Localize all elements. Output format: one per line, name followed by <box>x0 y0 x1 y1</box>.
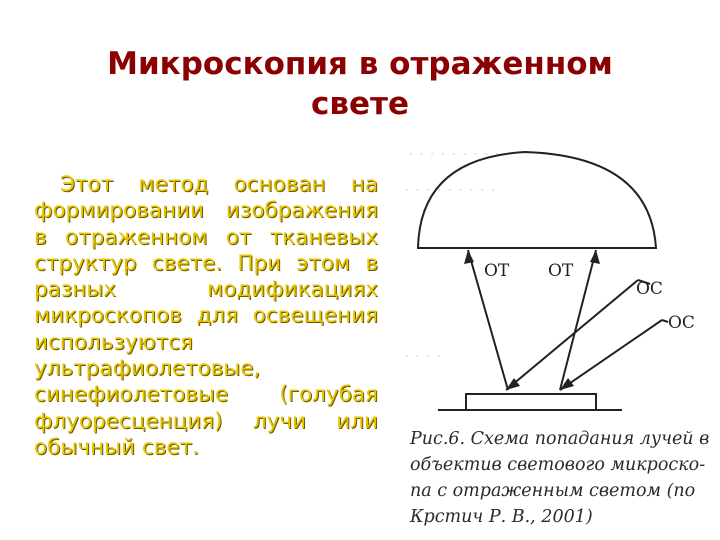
objective-lens <box>418 152 656 248</box>
incident-ray-upper <box>506 280 638 390</box>
slide-title <box>60 44 660 124</box>
figure-caption <box>410 426 720 530</box>
caption-line-4: Крстич Р. В., 2001) <box>410 507 593 527</box>
arrow-ot-right <box>590 250 600 264</box>
label-os-upper: ОС <box>636 279 663 299</box>
caption-line-2: объектив светового микроско- <box>410 455 706 475</box>
slide-title-line-1: Микроскопия в отраженном <box>107 46 613 82</box>
label-ot-right: ОТ <box>548 261 574 281</box>
caption-line-3: па с отраженным светом (по <box>410 481 696 501</box>
caption-line-1: Рис.6. Схема попадания лучей в <box>410 429 710 449</box>
slide-title-line-2: свете <box>310 86 409 122</box>
specimen-stage <box>466 394 596 410</box>
label-ot-left: ОТ <box>484 261 510 281</box>
slide-body-text: Этот метод основан на формировании изображения в отраженном от тканевых структур свете. При этом в разных модификациях микроскопов для освещения используются ультрафиолетовые, синефиолетовые (голубая флуоресценция) лучи или обычный свет. <box>34 172 378 460</box>
label-os-lower: ОС <box>668 313 695 333</box>
arrow-ot-left <box>464 250 474 264</box>
